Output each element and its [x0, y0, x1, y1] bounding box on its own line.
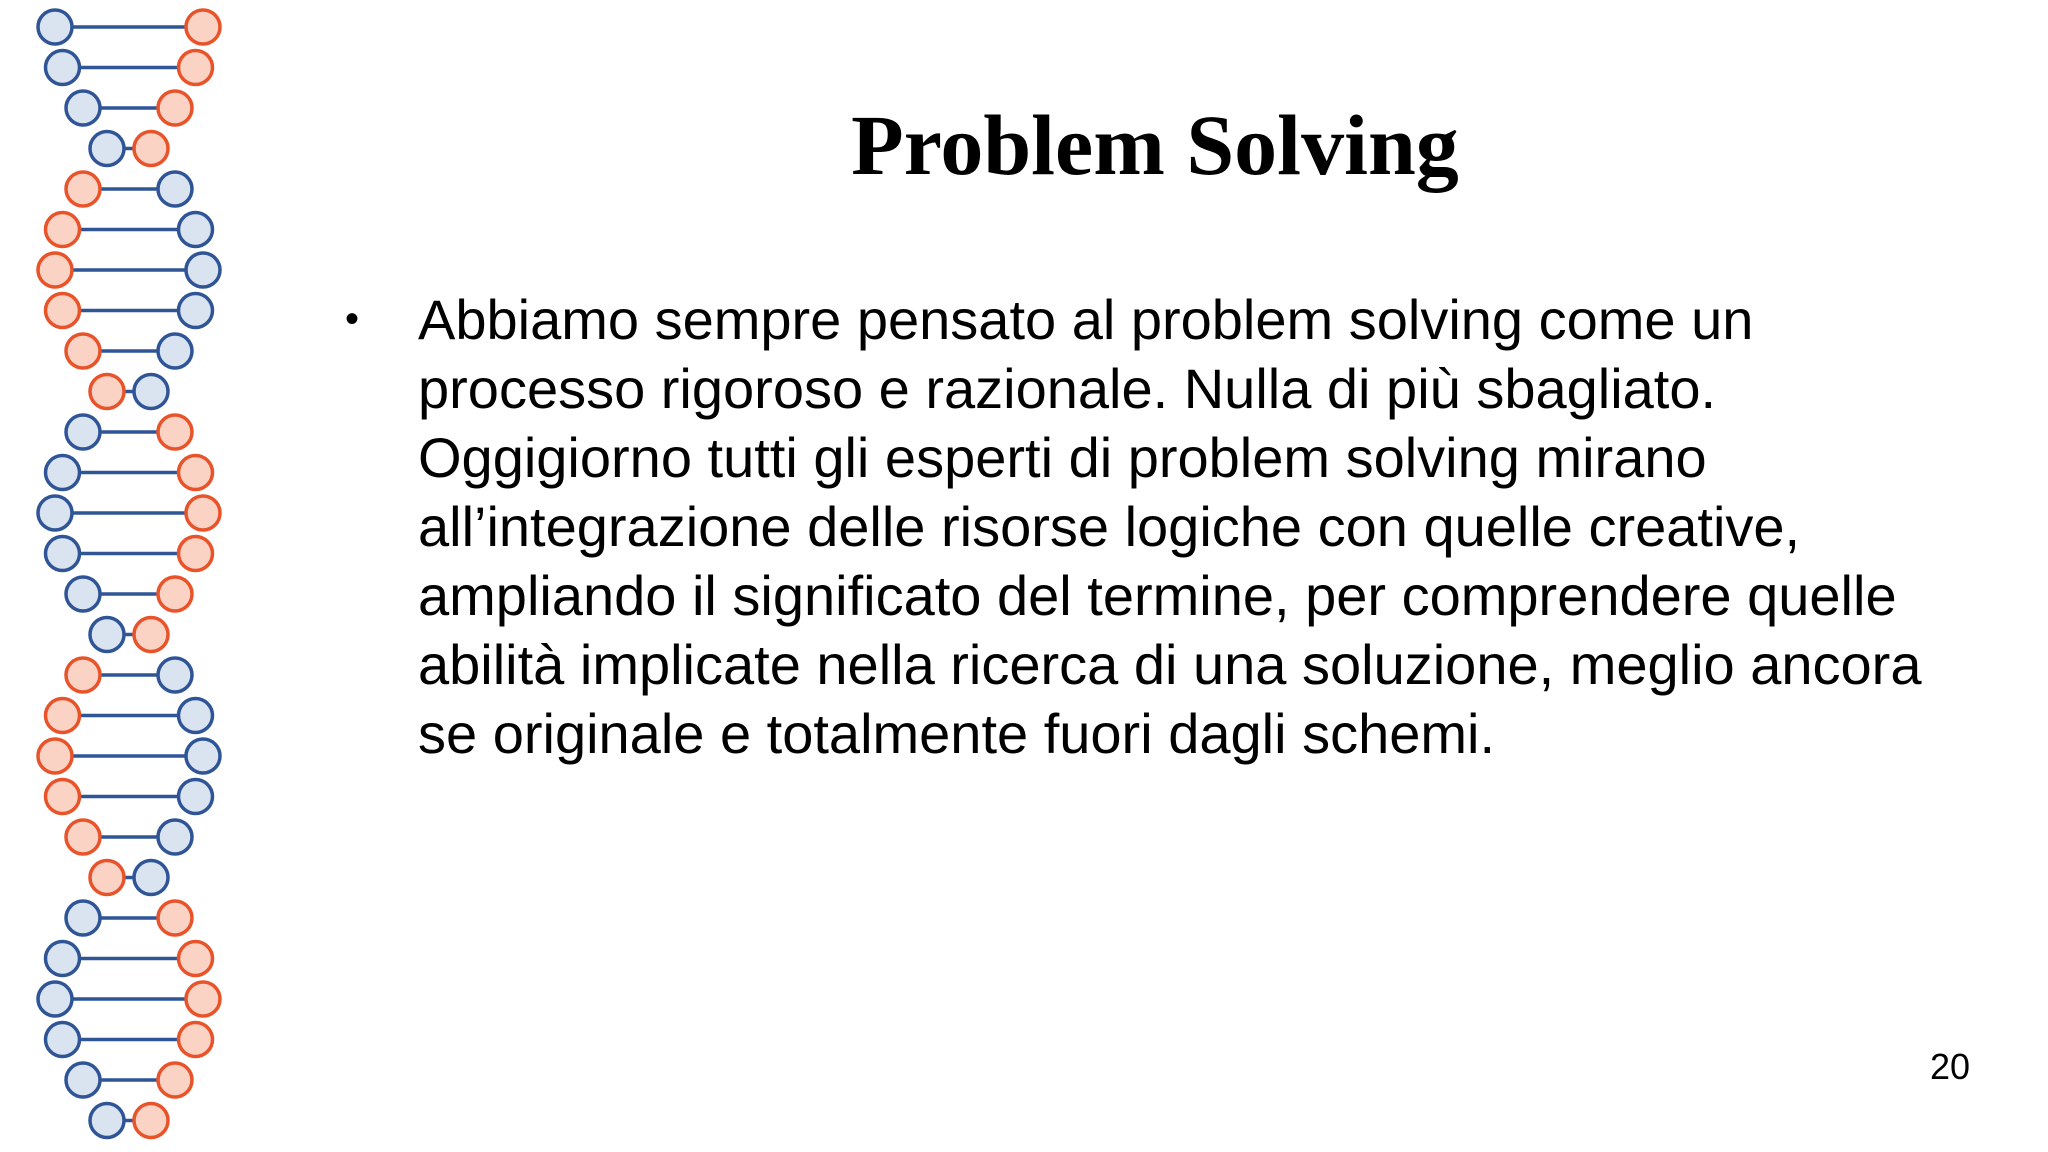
dna-node	[134, 375, 168, 409]
dna-node	[66, 820, 100, 854]
dna-node	[46, 456, 80, 490]
bullet-list	[340, 285, 1980, 768]
dna-node	[158, 415, 192, 449]
dna-node	[46, 780, 80, 814]
dna-node	[38, 253, 72, 287]
dna-node	[66, 415, 100, 449]
dna-node	[186, 496, 220, 530]
dna-node	[46, 1023, 80, 1057]
dna-node	[46, 51, 80, 85]
dna-node	[90, 132, 124, 166]
dna-node	[158, 901, 192, 935]
dna-node	[178, 780, 212, 814]
dna-node	[46, 294, 80, 328]
slide-title: Problem Solving	[851, 97, 1459, 193]
dna-node	[158, 172, 192, 206]
bullet-item	[340, 285, 1980, 768]
dna-helix-illustration	[0, 0, 330, 1152]
dna-node	[66, 334, 100, 368]
dna-node	[134, 618, 168, 652]
dna-node	[158, 91, 192, 125]
dna-node	[178, 1023, 212, 1057]
dna-node	[186, 739, 220, 773]
dna-node	[66, 1063, 100, 1097]
dna-node	[134, 132, 168, 166]
bullet-text: Abbiamo sempre pensato al problem solving come un processo rigoroso e razionale. Nulla di più sbagliato. Oggigiorno tutti gli esperti di problem solving mirano all’integrazione delle risorse logiche con quelle creative, ampliando il significato del termine, per comprendere quelle abilità implicate nella ricerca di una soluzione, meglio ancora se originale e totalmente fuori dagli schemi.	[418, 288, 1922, 765]
dna-node	[186, 982, 220, 1016]
dna-node	[46, 699, 80, 733]
dna-node	[90, 375, 124, 409]
dna-node	[38, 10, 72, 44]
dna-node	[66, 172, 100, 206]
dna-node	[178, 51, 212, 85]
dna-node	[186, 253, 220, 287]
dna-node	[66, 91, 100, 125]
dna-node	[46, 213, 80, 247]
page-number: 20	[1929, 1046, 1970, 1087]
dna-node	[178, 456, 212, 490]
dna-node	[158, 334, 192, 368]
dna-node	[178, 294, 212, 328]
dna-node	[178, 213, 212, 247]
dna-node	[38, 496, 72, 530]
dna-node	[178, 537, 212, 571]
dna-node	[66, 658, 100, 692]
dna-node	[134, 1104, 168, 1138]
dna-node	[158, 658, 192, 692]
dna-node	[66, 577, 100, 611]
dna-node	[158, 820, 192, 854]
dna-node	[38, 739, 72, 773]
dna-node	[66, 901, 100, 935]
dna-node	[134, 861, 168, 895]
bullet-icon: •	[345, 297, 360, 341]
dna-node	[90, 861, 124, 895]
dna-node	[178, 699, 212, 733]
dna-node	[38, 982, 72, 1016]
dna-node	[90, 1104, 124, 1138]
dna-node	[46, 942, 80, 976]
dna-node	[158, 1063, 192, 1097]
dna-node	[178, 942, 212, 976]
dna-node	[46, 537, 80, 571]
dna-node	[158, 577, 192, 611]
dna-node	[90, 618, 124, 652]
dna-node	[186, 10, 220, 44]
